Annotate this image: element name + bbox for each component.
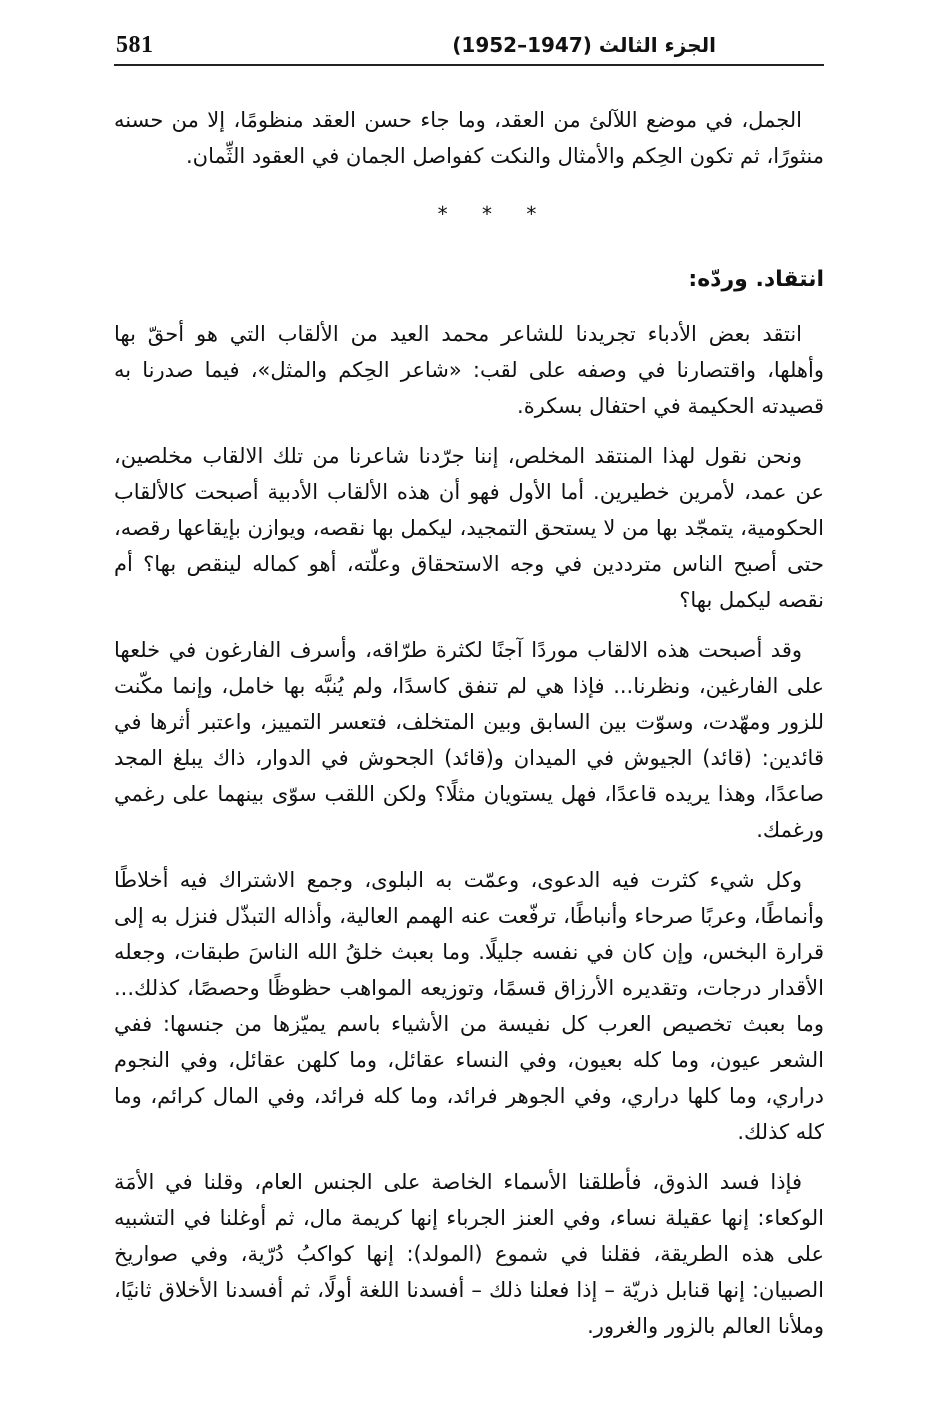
paragraph: وقد أصبحت هذه الالقاب موردًا آجنًا لكثرة طرّاقه، وأسرف الفارغون في خلعها على الفارغين، ونظرنا... فإذا هي لم تنفق كاسدًا، ولم يُنبَّه بها خامل، وإنما مكّنت للزور ومهّدت، وسوّت بين السابق وبين المتخلف، فتعسر التمييز، واعتبر أثرها في قائدين: (قائد) الجيوش في الميدان و(قائد) الجحوش في الدوار، ذاك يبلغ المجد صاعدًا، وهذا يريده قاعدًا، فهل يستويان مثلًا؟ ولكن اللقب سوّى بينهما على رغمي ورغمك.: [114, 638, 824, 842]
section-separator: * * *: [437, 202, 551, 226]
running-header: [114, 28, 824, 66]
paragraph: ونحن نقول لهذا المنتقد المخلص، إننا جرّدنا شاعرنا من تلك الالقاب مخلصين، عن عمد، لأمرين خطيرين. أما الأول فهو أن هذه الألقاب الأدبية أصبحت كالألقاب الحكومية، يتمجّد بها من لا يستحق التمجيد، ليكمل بها نقصه، ويوازن بإيقاعها رقصه، حتى أصبح الناس مترددين في وجه الاستحقاق وعلّته، أهو كماله لينقص بها؟ أم نقصه ليكمل بها؟: [114, 444, 824, 612]
page-body: [114, 102, 824, 1344]
paragraph: وكل شيء كثرت فيه الدعوى، وعمّت به البلوى، وجمع الاشتراك فيه أخلاطًا وأنماطًا، وعربًا صرحاء وأنباطًا، ترفّعت عنه الهمم العالية، وأذاله التبذّل فنزل به إلى قرارة البخس، وإن كان في نفسه جليلًا. وما بعبث خلقُ الله الناسَ طبقات، وجعله الأقدار درجات، وتقديره الأرزاق قسمًا، وتوزيعه المواهب حظوظًا وحصصًا، كذلك... وما بعبث تخصيص العرب كل نفيسة من الأشياء باسم يميّزها من جنسها: ففي الشعر عيون، وما كله بعيون، وفي النساء عقائل، وما كلهن عقائل، وفي النجوم دراري، وما كلها دراري، وفي الجوهر فرائد، وما كله فرائد، وفي المال كرائم، وما كله كذلك.: [114, 868, 824, 1144]
paragraph-continuation: الجمل، في موضع اللآلئ من العقد، وما جاء حسن العقد منظومًا، إلا من حسنه منثورًا، ثم تكون الحِكم والأمثال والنكت كفواصل الجمان في العقود الثِّمان.: [114, 108, 824, 168]
paragraph: انتقد بعض الأدباء تجريدنا للشاعر محمد العيد من الألقاب التي هو أحقّ بها وأهلها، واقتصارنا في وصفه على لقب: «شاعر الحِكم والمثل»، فيما صدرنا به قصيدته الحكيمة في احتفال بسكرة.: [114, 322, 824, 418]
book-page: [114, 28, 824, 1338]
section-heading: انتقاد. وردّه:: [688, 267, 824, 292]
paragraph: فإذا فسد الذوق، فأطلقنا الأسماء الخاصة على الجنس العام، وقلنا في الأمَة الوكعاء: إنها عقيلة نساء، وفي العنز الجرباء إنها كريمة مال، ثم أوغلنا في التشبيه على هذه الطريقة، فقلنا في شموع (المولد): إنها كواكبُ دُرّية، وفي صواريخ الصبيان: إنها قنابل ذريّة – إذا فعلنا ذلك – أفسدنا اللغة أولًا، ثم أفسدنا الأخلاق ثانيًا، وملأنا العالم بالزور والغرور.: [114, 1170, 824, 1338]
running-title: الجزء الثالث (1947–1952): [452, 33, 716, 57]
page-number: 581: [116, 32, 154, 58]
